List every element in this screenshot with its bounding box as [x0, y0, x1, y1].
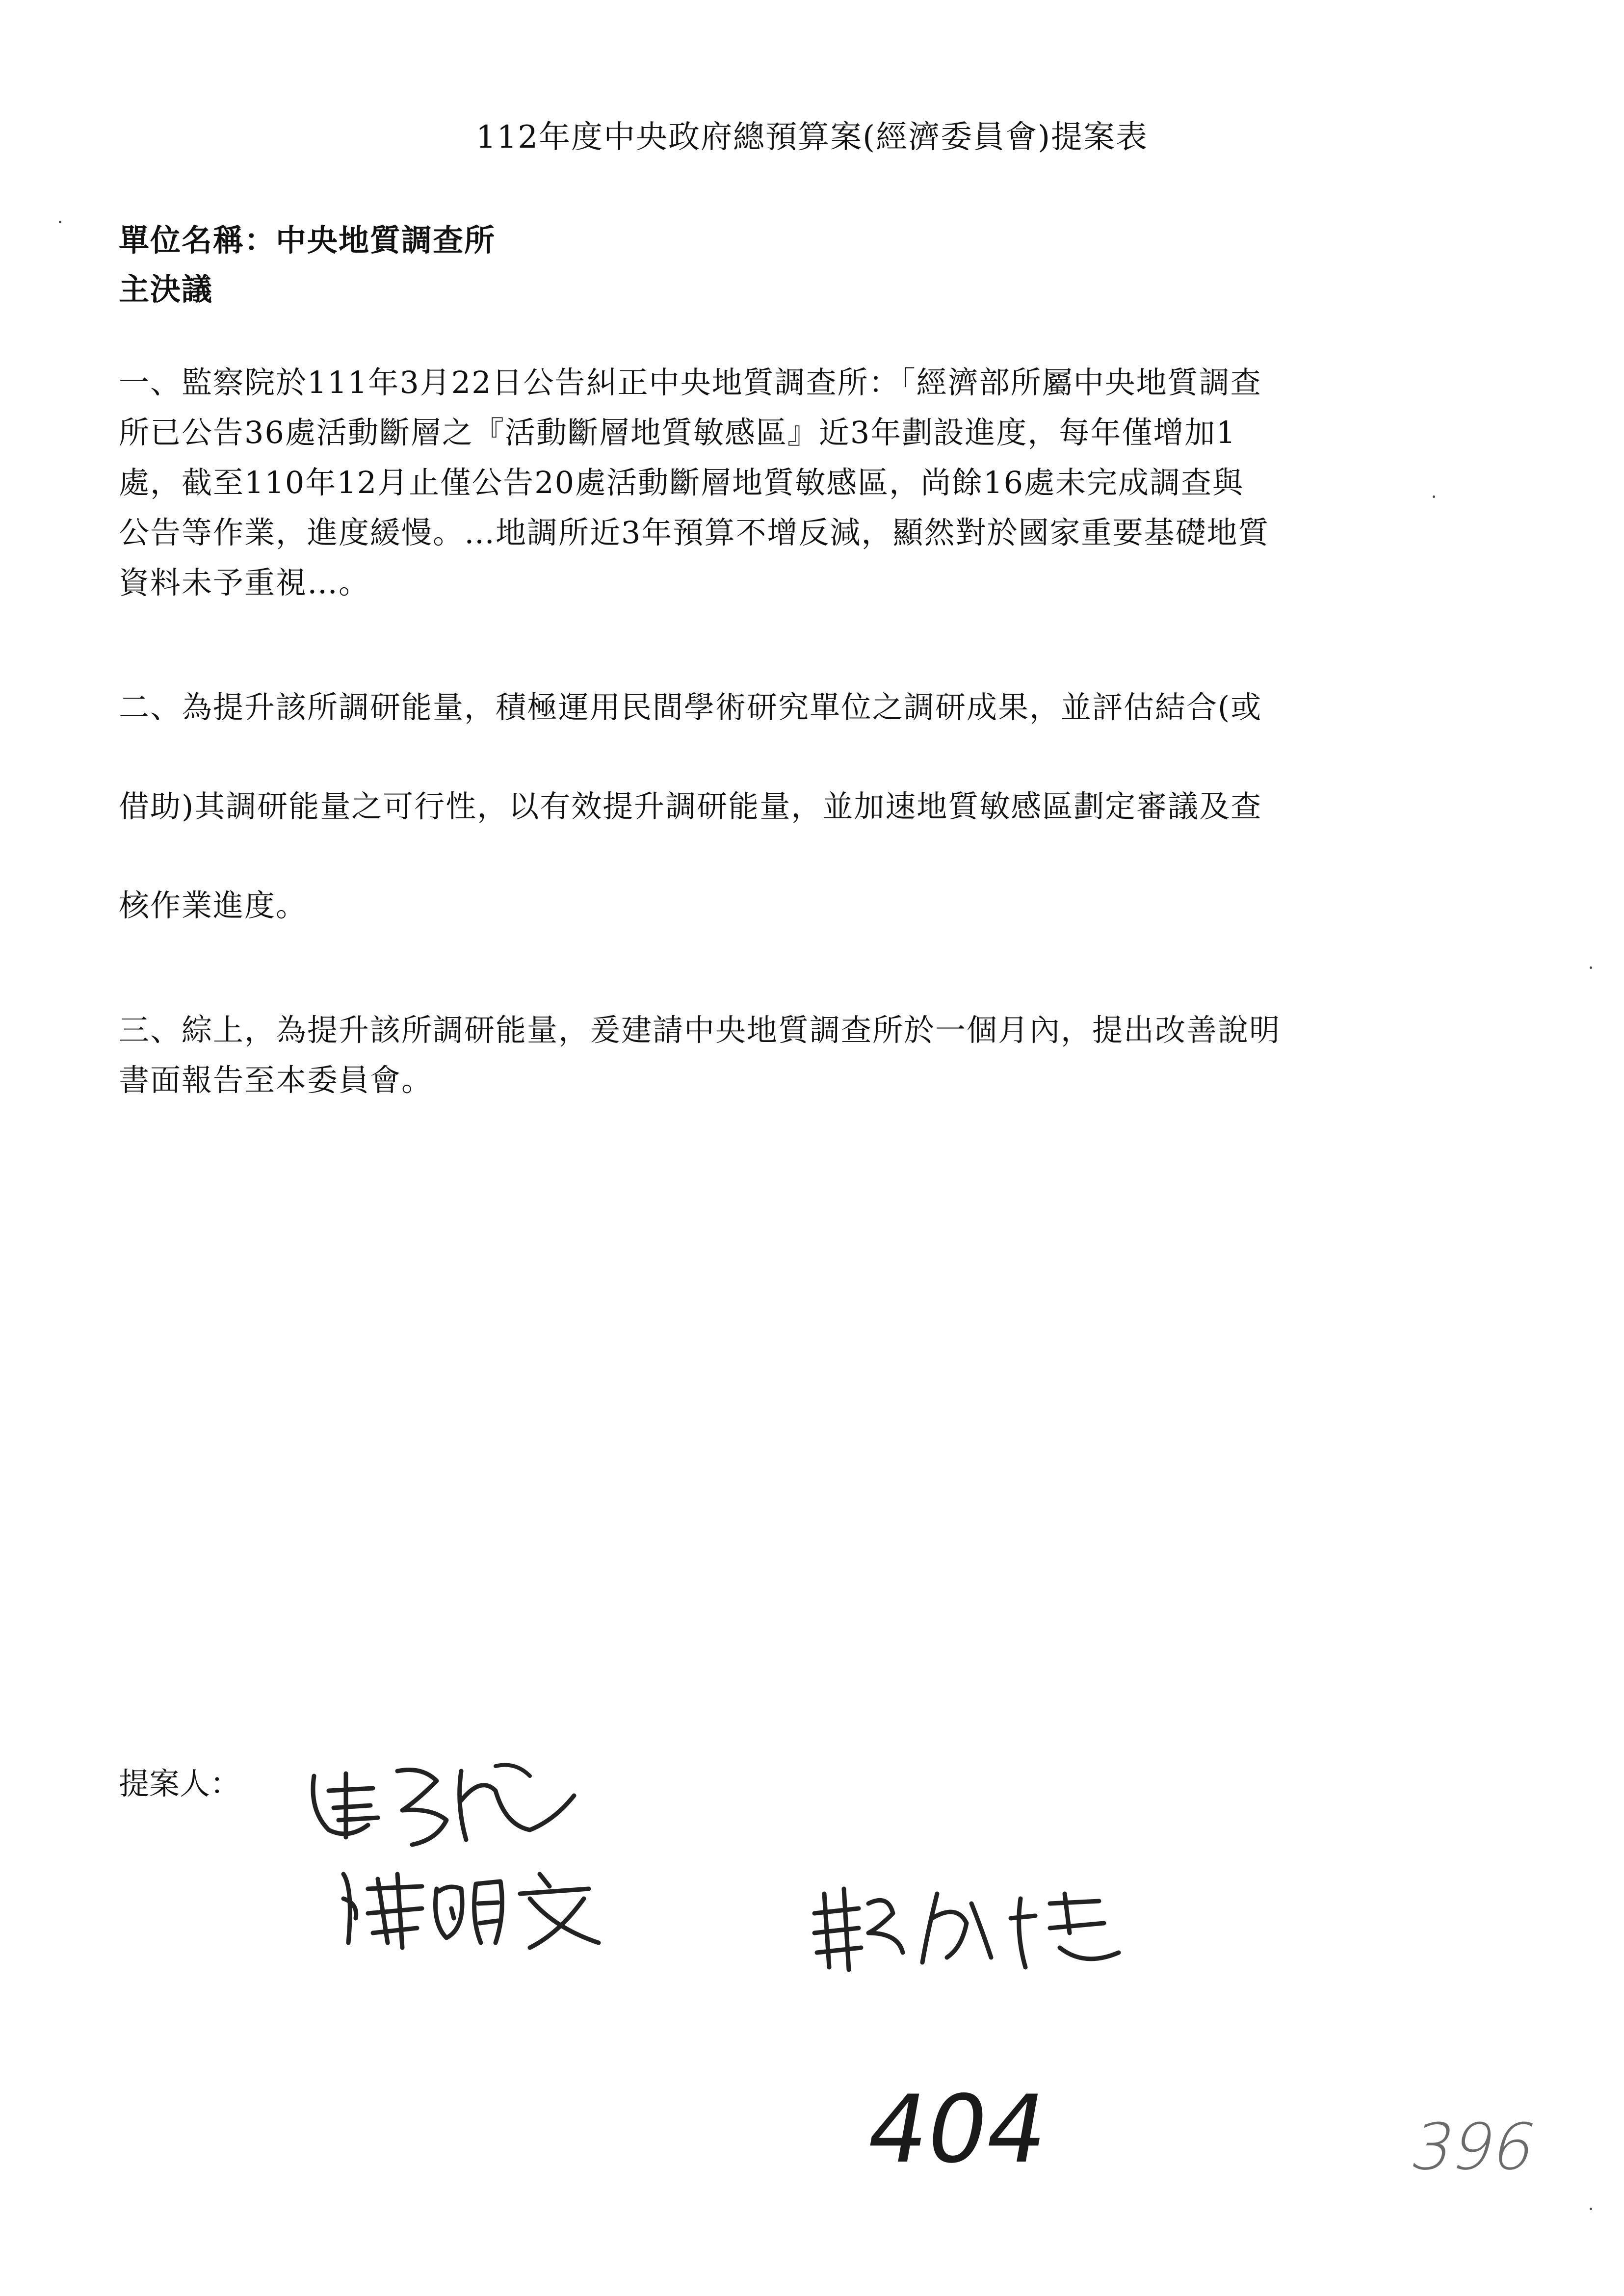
paragraph-1-line: 資料未予重視…。: [119, 565, 370, 600]
paragraph-1-line: 處，截至110年12月止僅公告20處活動斷層地質敏感區，尚餘16處未完成調查與: [119, 465, 1244, 500]
paragraph-2-line: 借助)其調研能量之可行性，以有效提升調研能量，並加速地質敏感區劃定審議及查: [119, 788, 1262, 824]
paragraph-2-line: 核作業進度。: [119, 887, 308, 923]
scan-speck: [59, 221, 61, 223]
unit-name: 單位名稱：中央地質調查所: [119, 222, 496, 258]
paragraph-1-line: 所已公告36處活動斷層之『活動斷層地質敏感區』近3年劃設進度，每年僅增加1: [119, 415, 1236, 450]
paragraph-1-line: 公告等作業，進度緩慢。…地調所近3年預算不增反減，顯然對於國家重要基礎地質: [119, 515, 1270, 550]
signature-3: [805, 1874, 1148, 1977]
scan-speck: [1590, 2208, 1592, 2210]
paragraph-3-line: 三、綜上，為提升該所調研能量，爰建請中央地質調查所於一個月內，提出改善說明: [119, 1012, 1281, 1048]
scan-speck: [1590, 966, 1592, 969]
paragraph-2-line: 二、為提升該所調研能量，積極運用民間學術研究單位之調研成果，並評估結合(或: [119, 689, 1262, 725]
proposer-label: 提案人：: [119, 1766, 241, 1801]
handwritten-page-number: 404: [859, 2075, 1056, 2184]
form-title: 112年度中央政府總預算案(經濟委員會)提案表: [475, 119, 1149, 156]
paragraph-1-line: 一、監察院於111年3月22日公告糾正中央地質調查所：「經濟部所屬中央地質調查: [119, 365, 1262, 400]
handwritten-side-number: 396: [1404, 2110, 1545, 2184]
signature-2: [334, 1859, 628, 1957]
scan-speck: [1433, 496, 1435, 498]
signature-1: [299, 1747, 594, 1854]
paragraph-3-line: 書面報告至本委員會。: [119, 1062, 433, 1098]
main-resolution-heading: 主決議: [119, 271, 213, 307]
